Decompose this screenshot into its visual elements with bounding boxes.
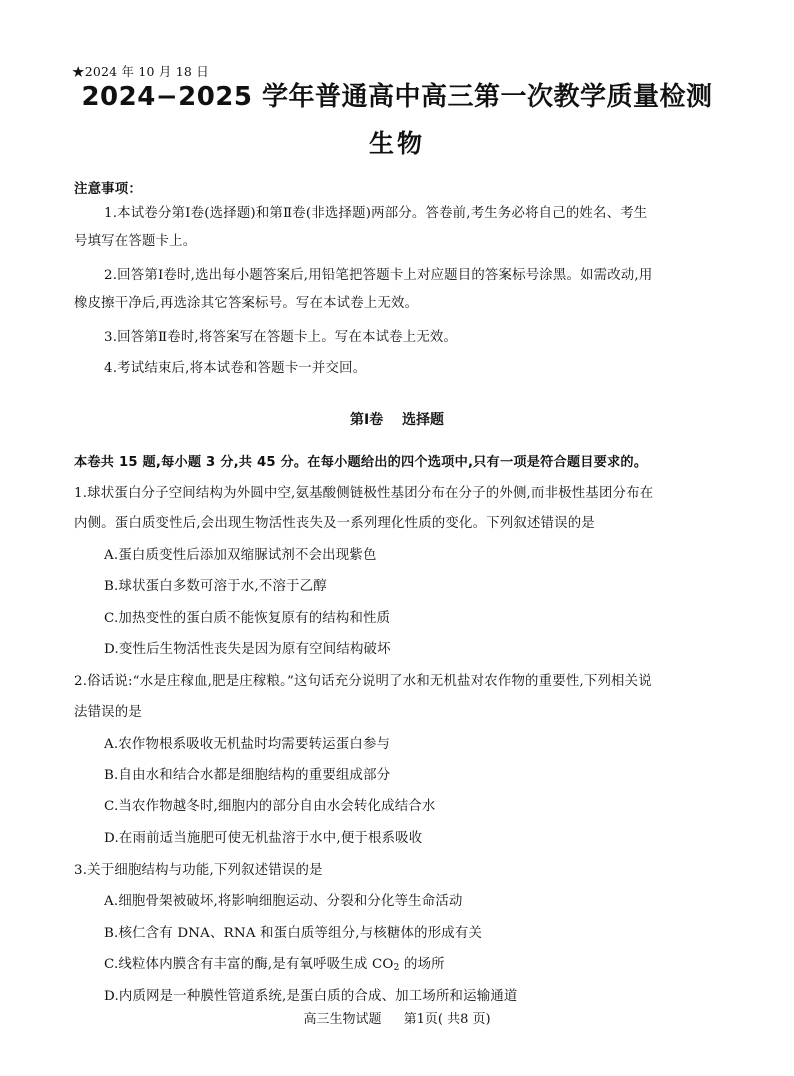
question-3-option-b: B.核仁含有 DNA、RNA 和蛋白质等组分,与核糖体的形成有关 (104, 926, 483, 941)
footer-course: 高三生物试题 (303, 1012, 382, 1027)
question-3-option-c-text: C.线粒体内膜含有丰富的酶,是有氧呼吸生成 CO (104, 957, 394, 972)
question-1-option-a: A.蛋白质变性后添加双缩脲试剂不会出现紫色 (104, 548, 377, 563)
question-3-stem: 3.关于细胞结构与功能,下列叙述错误的是 (74, 863, 323, 878)
question-3-option-a: A.细胞骨架被破坏,将影响细胞运动、分裂和分化等生命活动 (104, 894, 463, 909)
notice-item-1-line-1: 1.本试卷分第Ⅰ卷(选择题)和第Ⅱ卷(非选择题)两部分。答卷前,考生务必将自己的姓名、考生 (104, 206, 648, 221)
notice-item-3: 3.回答第Ⅱ卷时,将答案写在答题卡上。写在本试卷上无效。 (104, 330, 458, 345)
notice-item-2-line-1: 2.回答第Ⅰ卷时,选出每小题答案后,用铅笔把答题卡上对应题目的答案标号涂黑。如需改动,用 (104, 268, 653, 283)
page-footer (0, 1011, 794, 1029)
section-title: 第Ⅰ卷 选择题 (349, 412, 445, 428)
question-3-option-c-tail: 的场所 (399, 957, 445, 972)
question-2-stem-line-2: 法错误的是 (74, 705, 142, 720)
notice-item-2-line-2: 橡皮擦干净后,再选涂其它答案标号。写在本试卷上无效。 (74, 296, 419, 311)
question-3-option-c (104, 955, 754, 975)
co2-subscript: 2 (393, 963, 400, 973)
exam-date: ★2024 年 10 月 18 日 (72, 64, 209, 79)
question-1-stem-line-1: 1.球状蛋白分子空间结构为外圆中空,氨基酸侧链极性基团分布在分子的外侧,而非极性基团分布在 (74, 486, 654, 501)
question-1-option-b: B.球状蛋白多数可溶于水,不溶于乙醇 (104, 579, 327, 594)
question-1-stem-line-2: 内侧。蛋白质变性后,会出现生物活性丧失及一系列理化性质的变化。下列叙述错误的是 (74, 516, 595, 531)
notice-heading: 注意事项： (74, 182, 142, 197)
question-2-option-c: C.当农作物越冬时,细胞内的部分自由水会转化成结合水 (104, 799, 436, 814)
question-3-option-d: D.内质网是一种膜性管道系统,是蛋白质的合成、加工场所和运输通道 (104, 989, 518, 1004)
question-2-option-d: D.在雨前适当施肥可使无机盐溶于水中,便于根系吸收 (104, 831, 423, 846)
subject-title: 生物 (368, 129, 425, 158)
question-2-option-a: A.农作物根系吸收无机盐时均需要转运蛋白参与 (104, 737, 391, 752)
section-instructions: 本卷共 15 题,每小题 3 分,共 45 分。在每小题给出的四个选项中,只有一项是符合题目要求的。 (74, 455, 648, 470)
question-1-option-c: C.加热变性的蛋白质不能恢复原有的结构和性质 (104, 611, 391, 626)
question-2-option-b: B.自由水和结合水都是细胞结构的重要组成部分 (104, 768, 391, 783)
question-2-stem-line-1: 2.俗话说:“水是庄稼血,肥是庄稼粮。”这句话充分说明了水和无机盐对农作物的重要性,下列相关说 (74, 674, 652, 689)
question-1-option-d: D.变性后生物活性丧失是因为原有空间结构破坏 (104, 642, 391, 657)
footer-page-number: 第1页( 共8 页) (403, 1012, 491, 1027)
notice-item-1-line-2: 号填写在答题卡上。 (74, 234, 197, 249)
exam-title: 2024−2025 学年普通高中高三第一次教学质量检测 (81, 82, 713, 112)
notice-item-4: 4.考试结束后,将本试卷和答题卡一并交回。 (104, 361, 367, 376)
